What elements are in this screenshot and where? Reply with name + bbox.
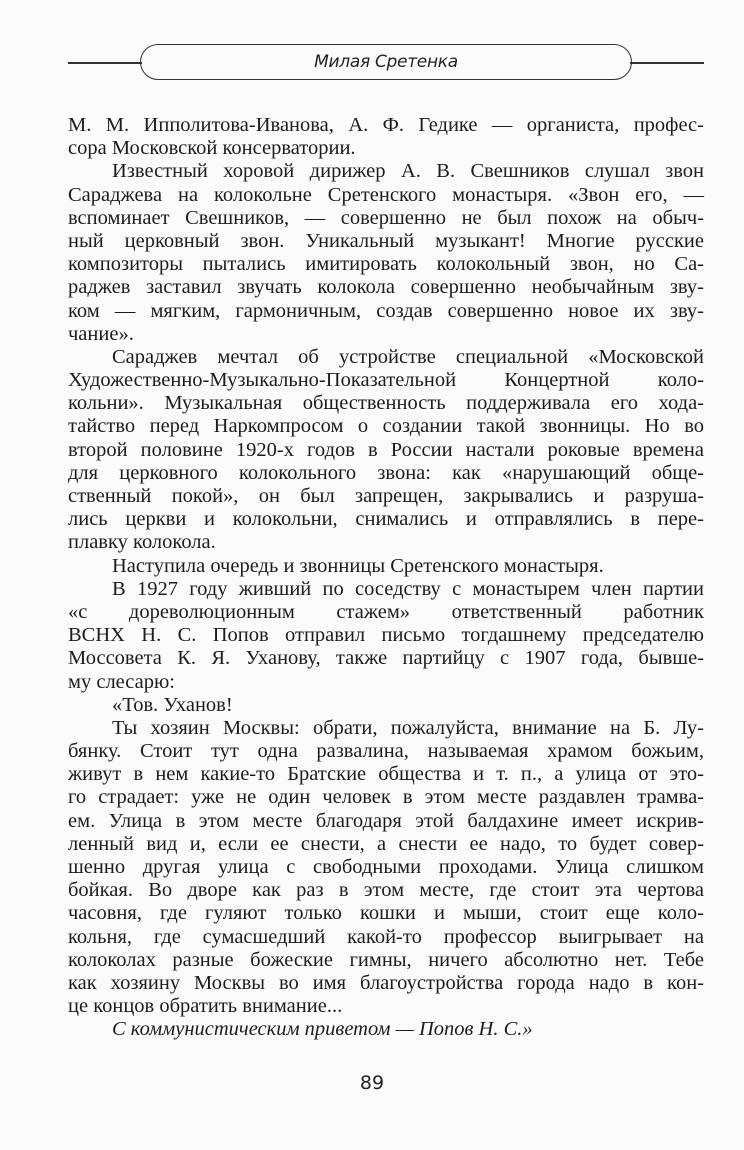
text-line: Ты хозяин Москвы: обрати, пожалуйста, внимание на Б. Лу- (112, 716, 704, 739)
paragraph (68, 114, 704, 160)
text-line: Известный хоровой дирижер А. В. Свешников слушал звон (112, 160, 704, 183)
text-line: му слесарю: (68, 670, 175, 693)
signature-line (68, 1018, 704, 1041)
text-line: живут в нем какие-то Братские общества и т. п., а улица от это- (68, 763, 704, 786)
text-line: Сараджев мечтал об устройстве специальной «Московской (112, 345, 704, 368)
text-line: лись церкви и колокольни, снимались и отправлялись в пере- (68, 508, 704, 531)
paragraph (68, 694, 704, 717)
text-line: Художественно-Музыкально-Показательной Концертной коло- (68, 369, 704, 392)
paragraph (68, 717, 704, 1018)
body-text (68, 114, 704, 1042)
running-title: Милая Сретенка (314, 52, 458, 72)
text-line: Моссовета К. Я. Уханову, также партийцу с 1907 года, бывше- (68, 647, 704, 670)
text-line: тайство перед Наркомпросом о создании такой звонницы. Но во (68, 415, 704, 438)
text-line: плавку колокола. (68, 531, 216, 554)
text-line: М. М. Ипполитова-Иванова, А. Ф. Гедике — органиста, профес- (68, 114, 704, 136)
text-line: второй половине 1920-х годов в России настали роковые времена (68, 438, 704, 461)
header-rule-left (68, 62, 142, 64)
page-number: 89 (359, 1072, 385, 1094)
header-frame (140, 44, 632, 80)
text-line: «с дореволюционным стажем» ответственный работник (68, 600, 704, 623)
text-line: для церковного колокольного звона: как «нарушающий обще- (68, 461, 704, 484)
text-line: го страдает: уже не один человек в этом месте раздавлен трамва- (68, 786, 704, 809)
paragraph (68, 578, 704, 694)
text-line: ственный покой», он был запрещен, закрывались и разруша- (68, 485, 704, 507)
running-header (68, 42, 704, 82)
text-line: ный церковный звон. Уникальный музыкант! Многие русские (68, 229, 704, 252)
text-line: шенно другая улица с свободными проходами. Улица слишком (68, 856, 704, 878)
text-line: Наступила очередь и звонницы Сретенского монастыря. (112, 554, 604, 577)
text-line: ем. Улица в этом месте благодаря этой балдахине имеет искрив- (68, 809, 704, 832)
paragraph (68, 160, 704, 346)
text-line: бянку. Стоит тут одна развалина, называемая храмом божьим, (68, 740, 704, 763)
paragraph (68, 555, 704, 578)
text-line: часовня, где гуляют только кошки и мыши, стоит еще коло- (68, 902, 704, 925)
text-line: це концов обратить внимание... (68, 995, 343, 1018)
header-rule-right (630, 62, 704, 64)
text-line: вспоминает Свешников, — совершенно не был похож на обыч- (68, 206, 704, 229)
text-line: сора Московской консерватории. (68, 137, 356, 160)
text-line: С коммунистическим приветом — Попов Н. С.» (112, 1018, 533, 1041)
text-line: колоколах разные божеские гимны, ничего абсолютно нет. Тебе (68, 948, 704, 971)
text-line: как хозяину Москвы во имя благоустройства города надо в кон- (68, 971, 704, 994)
text-line: бойкая. Во дворе как раз в этом месте, где стоит эта чертова (68, 879, 704, 902)
text-line: ВСНХ Н. С. Попов отправил письмо тогдашнему председателю (68, 624, 704, 647)
text-line: ком — мягким, гармоничным, создав совершенно новое их зву- (68, 299, 704, 322)
text-line: кольни». Музыкальная общественность поддерживала его хода- (68, 392, 704, 415)
text-line: раджев заставил звучать колокола совершенно необычайным зву- (68, 276, 704, 299)
text-line: ленный вид и, если ее снести, а снести ее надо, то будет совер- (68, 832, 704, 855)
text-line: «Тов. Уханов! (112, 693, 233, 716)
text-line: кольня, где сумасшедший какой-то профессор выигрывает на (68, 925, 704, 948)
paragraph (68, 346, 704, 555)
text-line: композиторы пытались имитировать колокольный звон, но Са- (68, 253, 704, 276)
text-line: чание». (68, 322, 134, 345)
text-line: Сараджева на колокольне Сретенского монастыря. «Звон его, — (68, 183, 704, 206)
text-line: В 1927 году живший по соседству с монастырем член партии (112, 577, 704, 600)
